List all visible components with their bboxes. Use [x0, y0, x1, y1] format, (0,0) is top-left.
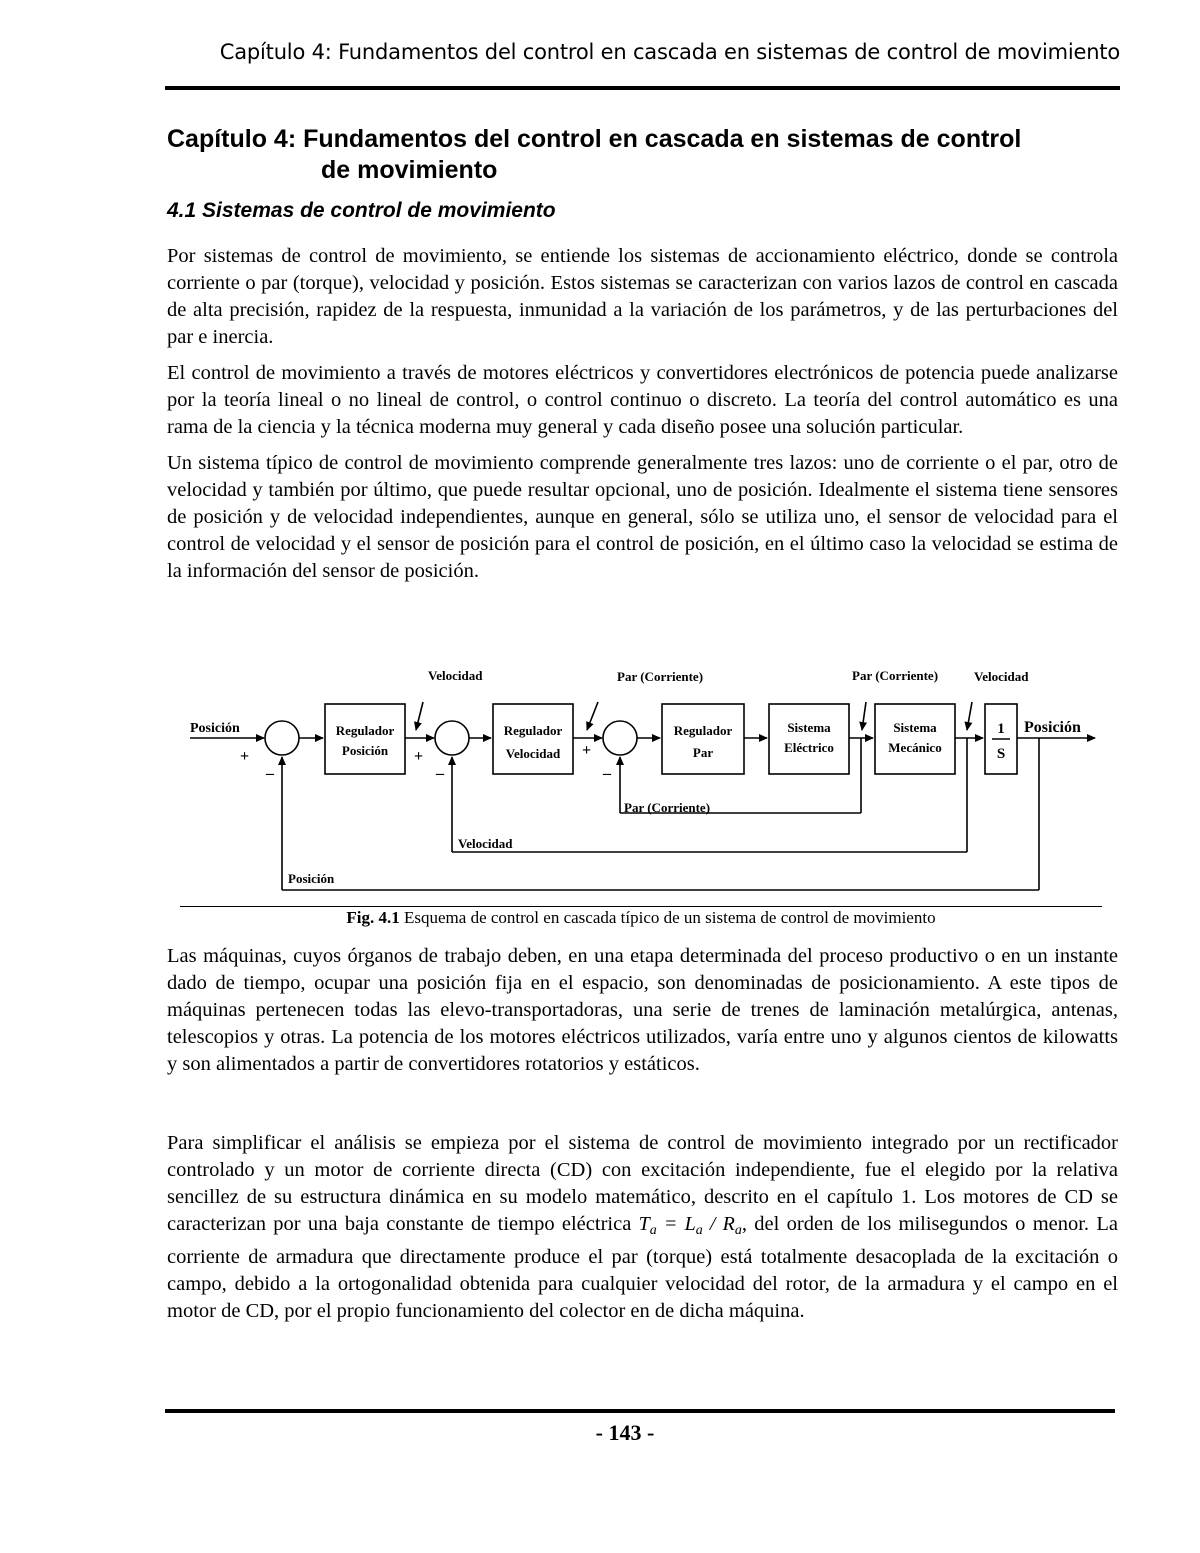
- sum1-minus: –: [266, 765, 274, 782]
- block-integrator-den: S: [996, 746, 1006, 762]
- formula-la-sub: a: [695, 1223, 703, 1238]
- feedback-pos-label: Posición: [288, 871, 335, 886]
- block-sis-mec-line2: Mecánico: [888, 740, 942, 755]
- signal-par-ref: Par (Corriente): [617, 669, 704, 684]
- chapter-title-line2: de movimiento: [321, 156, 498, 184]
- sum1-plus: +: [240, 748, 250, 765]
- time-constant-formula: [638, 1213, 742, 1238]
- signal-par-dist: Par (Corriente): [852, 668, 939, 683]
- sum2-plus: +: [414, 748, 424, 765]
- block-reg-pos-line2: Posición: [341, 743, 389, 758]
- figure-caption: [180, 907, 1102, 929]
- block-reg-vel-line2: Velocidad: [505, 746, 561, 761]
- formula-ta-sub: a: [649, 1223, 657, 1238]
- page-number: - 143 -: [595, 1420, 655, 1445]
- feedback-vel-label: Velocidad: [458, 836, 513, 851]
- paragraph-5-part-b: , del orden de los milisegundos o menor. La corriente de armadura que directamente produce el par (torque) está totalmente desacoplada de la excitación o campo, debido a la ortogonalidad obtenida para cualquier velocidad del rotor, de la armadura y el campo en el motor de CD, por el propio funcionamiento del colector en de dicha máquina.: [167, 1213, 1118, 1322]
- cascade-control-diagram: [180, 660, 1105, 908]
- input-label: Posición: [190, 721, 240, 736]
- block-reg-pos-line1: Regulador: [335, 723, 395, 738]
- sum3-minus: –: [603, 765, 611, 782]
- chapter-title: [167, 124, 1127, 186]
- formula-div: /: [702, 1213, 723, 1235]
- block-sis-mec-line1: Sistema: [893, 720, 937, 735]
- paragraph-2: El control de movimiento a través de motores eléctricos y convertidores electrónicos de potencia puede analizarse por la teoría lineal o no lineal de control, o control continuo o discreto. La teoría del control automático es una rama de la ciencia y la técnica moderna muy general y cada diseño posee una solución particular.: [167, 362, 1118, 438]
- block-reg-par-line1: Regulador: [673, 723, 733, 738]
- formula-ta: T: [638, 1213, 650, 1235]
- paragraph-5-part-a: Para simplificar el análisis se empieza por el sistema de control de movimiento integrado por un rectificador controlado y un motor de corriente directa (CD) con excitación independiente, fue el elegido por la relativa sencillez de su estructura dinámica en su modelo matemático, descrito en el capítulo 1. Los motores de CD se caracterizan por una baja constante de tiempo eléctrica: [167, 1132, 1118, 1235]
- chapter-title-line1: Capítulo 4: Fundamentos del control en cascada en sistemas de control: [167, 125, 1022, 153]
- block-integrator-num: 1: [997, 721, 1005, 737]
- figure-caption-label: Fig. 4.1: [346, 908, 400, 927]
- running-header: Capítulo 4: Fundamentos del control en cascada en sistemas de control de movimiento: [219, 40, 1120, 64]
- block-sis-el-line2: Eléctrico: [784, 740, 834, 755]
- figure-caption-text: Esquema de control en cascada típico de un sistema de control de movimiento: [399, 908, 936, 927]
- header-rule: [165, 86, 1120, 90]
- intro-text: [167, 243, 1118, 594]
- formula-la: L: [684, 1213, 696, 1235]
- footer-rule: [165, 1409, 1115, 1413]
- signal-vel-ref: Velocidad: [428, 668, 483, 683]
- sum3-plus: +: [582, 742, 592, 759]
- feedback-par-label: Par (Corriente): [624, 800, 711, 815]
- formula-ra: R: [722, 1213, 735, 1235]
- analysis-text: [167, 1130, 1118, 1334]
- section-title: 4.1 Sistemas de control de movimiento: [167, 199, 556, 222]
- formula-ra-sub: a: [734, 1223, 742, 1238]
- formula-eq: =: [656, 1213, 685, 1235]
- block-reg-vel-line1: Regulador: [503, 723, 563, 738]
- paragraph-3: Un sistema típico de control de movimiento comprende generalmente tres lazos: uno de corriente o el par, otro de velocidad y también por último, que puede resultar opcional, uno de posición. Idealmente el sistema tiene sensores de posición y de velocidad independientes, aunque en general, sólo se utiliza uno, el sensor de velocidad para el control de velocidad y el sensor de posición para el control de posición, en el último caso la velocidad se estima de la información del sensor de posición.: [167, 452, 1118, 582]
- sum2-minus: –: [436, 765, 444, 782]
- paragraph-5: [167, 1130, 1118, 1325]
- output-label: Posición: [1024, 719, 1081, 736]
- block-sis-el-line1: Sistema: [787, 720, 831, 735]
- paragraph-1: Por sistemas de control de movimiento, se entiende los sistemas de accionamiento eléctrico, donde se controla corriente o par (torque), velocidad y posición. Estos sistemas se caracterizan con varios lazos de control en cascada de alta precisión, rapidez de la respuesta, inmunidad a la variación de los parámetros, y de las perturbaciones del par e inercia.: [167, 245, 1118, 348]
- signal-vel-dist: Velocidad: [974, 669, 1029, 684]
- machines-text: [167, 943, 1118, 1087]
- block-reg-par-line2: Par: [692, 745, 714, 760]
- paragraph-4: Las máquinas, cuyos órganos de trabajo deben, en una etapa determinada del proceso productivo o en un instante dado de tiempo, ocupar una posición fija en el espacio, son denominadas de posicionamiento. A este tipos de máquinas pertenecen todas las elevo-transportadoras, una serie de trenes de laminación metalúrgica, antenas, telescopios y otras. La potencia de los motores eléctricos utilizados, varía entre uno y algunos cientos de kilowatts y son alimentados a partir de convertidores rotatorios y estáticos.: [167, 945, 1118, 1075]
